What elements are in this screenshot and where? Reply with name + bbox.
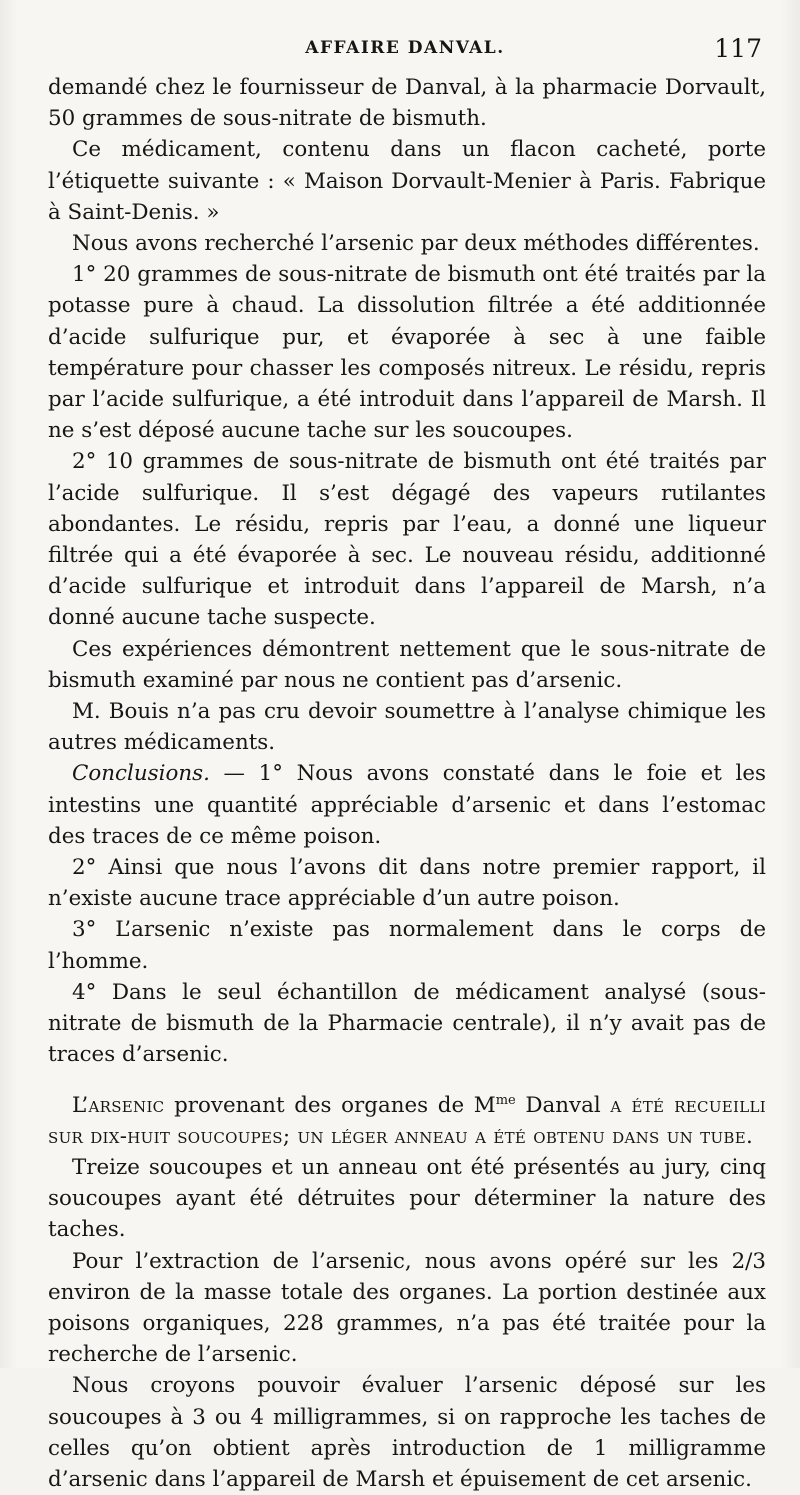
arsenic-lead: L’arsenic: [72, 1092, 165, 1118]
paragraph-arsenic-collected: [48, 1085, 766, 1153]
paragraph-methods: Nous avons recherché l’arsenic par deux méthodes différentes.: [72, 231, 760, 257]
paragraph-extraction: Pour l’extraction de l’arsenic, nous avons opéré sur les 2/3 environ de la masse totale des organes. La portion destinée aux poisons organiques, 228 grammes, n’a pas été traitée pour la recherche de l’arsenic.: [48, 1248, 766, 1368]
arsenic-mid-1: provenant des organes de M: [164, 1092, 496, 1118]
running-title: AFFAIRE DANVAL.: [305, 38, 505, 58]
madame-superscript: me: [495, 1092, 516, 1108]
conclusions-label: Conclusions.: [72, 761, 210, 787]
page-header: [48, 34, 762, 72]
paragraph-conclusion-3: 3° L’arsenic n’existe pas normalement dans le corps de l’homme.: [48, 917, 766, 974]
paragraph-evaluation: Nous croyons pouvoir évaluer l’arsenic déposé sur les soucoupes à 3 ou 4 milligrammes, si on rapproche les taches de celles qu’on obtient après introduction de 1 milligramme d’arsenic dans l’appareil de Marsh et épuisement de cet arsenic.: [48, 1373, 766, 1493]
paragraph-conclusion-4: 4° Dans le seul échantillon de médicament analysé (sous-nitrate de bismuth de la Pharmacie centrale), il n’y avait pas de traces d’arsenic.: [48, 979, 766, 1068]
paragraph-bouis: M. Bouis n’a pas cru devoir soumettre à l’analyse chimique les autres médicaments.: [48, 699, 766, 756]
arsenic-mid-2: Danval: [515, 1092, 611, 1118]
arsenic-small-caps: a été recueilli sur dix-huit soucoupes; un léger anneau a été obtenu dans un tube.: [48, 1092, 766, 1149]
paragraph-experiments: Ces expériences démontrent nettement que le sous-nitrate de bismuth examiné par nous ne contient pas d’arsenic.: [48, 636, 766, 693]
paragraph-method-1: 1° 20 grammes de sous-nitrate de bismuth ont été traités par la potasse pure à chaud. La dissolution filtrée a été additionnée d’acide sulfurique pur, et évaporée à sec à une faible température pour chasser les composés nitreux. Le résidu, repris par l’acide sulfurique, a été introduit dans l’appareil de Marsh. Il ne s’est déposé aucune tache sur les soucoupes.: [48, 262, 766, 444]
paragraph-conclusion-2: 2° Ainsi que nous l’avons dit dans notre premier rapport, il n’existe aucune trace appréciable d’un autre poison.: [48, 855, 766, 912]
paragraph-method-2: 2° 10 grammes de sous-nitrate de bismuth ont été traités par l’acide sulfurique. Il s’est dégagé des vapeurs rutilantes abondantes. Le résidu, repris par l’eau, a donné une liqueur filtrée qui a été évaporée à sec. Le nouveau résidu, additionné d’acide sulfurique et introduit dans l’appareil de Marsh, n’a donné aucune tache suspecte.: [48, 449, 766, 631]
paragraph-saucers: Treize soucoupes et un anneau ont été présentés au jury, cinq soucoupes ayant été détruites pour déterminer la nature des taches.: [48, 1155, 766, 1243]
paragraph-continuation: demandé chez le fournisseur de Danval, à la pharmacie Dorvault, 50 grammes de sous-nitrate de bismuth.: [48, 75, 766, 132]
body-text: [48, 72, 766, 1495]
paragraph-medicament: Ce médicament, contenu dans un flacon cacheté, porte l’étiquette suivante : « Maison Dorvault-Menier à Paris. Fabrique à Saint-Denis. »: [48, 137, 766, 225]
page-number: 117: [714, 34, 762, 63]
paragraph-conclusions: [48, 758, 766, 852]
conclusions-text: — 1° Nous avons constaté dans le foie et les intestins une quantité appréciable d’arsenic et dans l’estomac des traces de ce même poison.: [48, 761, 766, 849]
